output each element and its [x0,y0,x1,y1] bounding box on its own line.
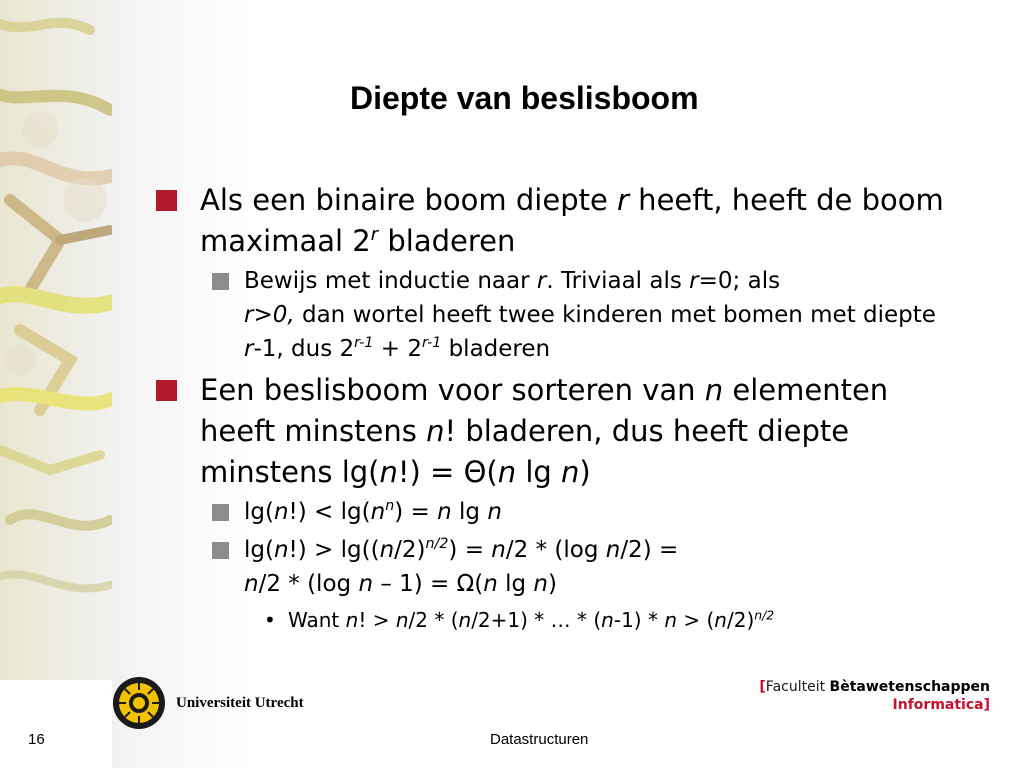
square-bullet-icon [156,190,177,211]
variable-n: n [491,537,506,563]
open-bracket: [ [759,679,766,695]
text: Een beslisboom voor sorteren van [200,373,705,407]
omega-symbol: Ω [456,571,475,597]
sub-sub-bullet-reason [156,605,956,635]
text: bladeren [378,224,516,258]
variable-n: n [358,571,374,597]
round-bullet-icon: • [264,608,276,632]
faculty-label [759,678,990,714]
text: /2 * ( [408,608,459,632]
sub-bullet-upper-bound [156,495,956,529]
square-bullet-icon [212,504,229,521]
text: heeft, heeft de boom maximaal 2 [200,183,944,258]
sun-seal-icon [112,676,166,730]
variable-r: r [689,268,699,294]
exponent: r-1 [354,335,374,352]
text: + 2 [373,336,422,362]
university-name: Universiteit Utrecht [176,694,304,711]
slide-body [156,180,956,635]
text: Als een binaire boom diepte [200,183,618,217]
text: ) = [394,499,438,525]
variable-n: n [437,499,452,525]
faculty-name: Bètawetenschappen [829,679,990,695]
variable-n: n [345,608,359,632]
sub-bullet-lower-bound [156,533,956,601]
variable-n: n [704,373,724,407]
text: lg( [244,537,274,563]
text: ) [579,455,591,489]
variable-n: n [487,499,502,525]
square-bullet-icon [212,273,229,290]
text: ( [486,455,498,489]
variable-n: n [426,414,445,448]
page-number: 16 [28,731,45,748]
text: ) [547,571,557,597]
variable-n: n [273,499,289,525]
text: ! > [358,608,396,632]
faculty-prefix: Faculteit [765,679,826,695]
exponent: n/2 [425,536,449,553]
variable-n: n [605,537,621,563]
variable-n: n [714,608,727,632]
sub-bullet-proof [156,264,956,366]
text: /2) [394,537,426,563]
text: =0; als [698,268,781,294]
text: Want [288,608,346,632]
decorative-pattern [0,0,120,680]
text: /2 * (log [258,571,359,597]
text: > ( [677,608,715,632]
exponent-n: n [385,498,395,515]
variable-r: r [536,268,547,294]
text: /2) = [620,537,679,563]
bullet-binary-tree-depth [156,180,956,262]
text: -1) * [613,608,665,632]
department-name: Informatica [892,697,984,713]
variable-r: r [244,336,254,362]
variable-n: n [244,571,259,597]
text: !) < lg( [288,499,371,525]
text: – 1) = [373,571,457,597]
course-name: Datastructuren [490,731,589,748]
variable-n: n [664,608,678,632]
text: /2 * (log [505,537,606,563]
text: lg [451,499,488,525]
exponent: r-1 [421,335,442,352]
variable-n: n [370,499,386,525]
text: -1, dus 2 [253,336,355,362]
text: !) = [397,455,464,489]
text: bladeren [441,336,551,362]
slide-title: Diepte van beslisboom [350,80,699,116]
text: elementen heeft minstens [200,373,889,448]
variable-r: r [617,183,629,217]
text: ! bladeren, dus heeft diepte minstens lg( [200,414,850,489]
exponent-r: r [370,223,379,245]
exponent: n/2 [754,607,775,623]
text: !) > lg(( [288,537,380,563]
text: Bewijs met inductie naar [244,268,537,294]
text: ) = [448,537,492,563]
variable-n: n [458,608,472,632]
text: ( [474,571,484,597]
text: dan wortel heeft twee kinderen met bomen met diepte [294,302,936,328]
variable-n: n [379,537,395,563]
square-bullet-icon [156,380,177,401]
theta-symbol: Θ [463,455,487,489]
text: lg( [244,499,274,525]
text: /2) [726,608,755,632]
variable-n: n [601,608,614,632]
text: /2+1) * … * ( [471,608,602,632]
close-bracket: ] [983,697,990,713]
variable-n: n [561,455,580,489]
variable-n: n [533,571,548,597]
bullet-decision-tree-sorting [156,370,956,493]
university-logo [112,676,304,730]
square-bullet-icon [212,542,229,559]
variable-r: r>0, [244,302,295,328]
text: . Triviaal als [546,268,690,294]
text: lg [497,571,534,597]
text: lg [516,455,562,489]
variable-n: n [395,608,409,632]
variable-n: n [379,455,398,489]
variable-n: n [497,455,517,489]
variable-n: n [483,571,498,597]
variable-n: n [273,537,289,563]
